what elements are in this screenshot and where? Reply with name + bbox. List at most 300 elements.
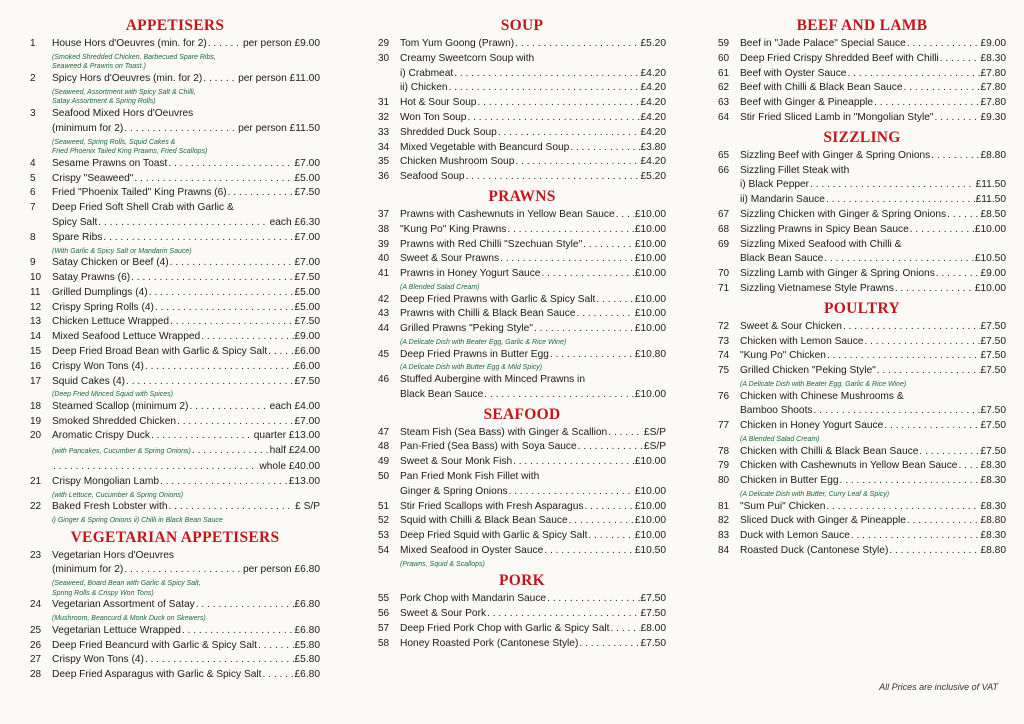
item-number: 83 [718, 530, 730, 542]
item-name: Grilled Dumplings (4) [52, 286, 148, 298]
item-line [740, 320, 1006, 335]
item-line [400, 252, 666, 267]
dot-leader [449, 81, 640, 96]
item-name: Crispy Won Tons (4) [52, 654, 144, 666]
item-price: £11.50 [975, 194, 1006, 206]
item-line [400, 238, 666, 253]
item-price: £8.30 [980, 500, 1006, 512]
item-price: whole £40.00 [259, 461, 320, 473]
menu-item [378, 514, 666, 529]
item-number: 80 [718, 475, 730, 487]
item-price: per person £11.50 [238, 122, 320, 134]
menu-item [718, 149, 1006, 164]
dot-leader [583, 238, 634, 253]
item-name: Squid Cakes (4) [52, 375, 126, 387]
dot-leader [124, 563, 242, 578]
item-price: £10.00 [634, 208, 666, 220]
item-line [400, 388, 666, 403]
item-note: (A Blended Salad Cream) [740, 435, 820, 443]
item-price: £4.20 [640, 67, 666, 79]
item-name: Stir Fried Scallops with Fresh Asparagus [400, 500, 584, 512]
menu-item [30, 400, 320, 415]
item-note: (A Delicate Dish with Beater Egg, Garlic & Rice Wine) [400, 338, 567, 346]
item-line [52, 429, 320, 444]
item-name: Black Bean Sauce [400, 388, 484, 400]
item-line [52, 231, 320, 246]
menu-item [718, 500, 1006, 515]
item-name: Ginger & Spring Onions [400, 485, 508, 497]
section-title: SEAFOOD [483, 405, 561, 423]
item-name: Spare Ribs [52, 231, 103, 243]
dot-leader [169, 500, 295, 515]
dot-leader [477, 96, 639, 111]
item-number: 24 [30, 599, 42, 611]
item-name: Crispy Won Tons (4) [52, 360, 144, 372]
item-number: 13 [30, 316, 42, 328]
item-line [52, 639, 320, 654]
menu-item [378, 170, 666, 185]
item-number: 71 [718, 282, 730, 294]
item-number: 74 [718, 350, 730, 362]
item-number: 35 [378, 156, 390, 168]
item-name: Prawns in Honey Yogurt Sauce [400, 268, 541, 280]
item-number: 45 [378, 348, 390, 360]
item-line [400, 67, 666, 82]
item-line [52, 500, 320, 515]
item-line [52, 186, 320, 201]
item-number: 34 [378, 141, 390, 153]
dot-leader [103, 231, 293, 246]
dot-leader [160, 475, 288, 490]
item-line [400, 426, 666, 441]
item-number: 23 [30, 549, 42, 561]
item-line [52, 37, 320, 52]
dot-leader [134, 172, 293, 187]
menu-item [718, 474, 1006, 499]
menu-item [30, 107, 320, 157]
menu-column-left [30, 14, 320, 683]
item-name: Prawns with Red Chilli "Szechuan Style" [400, 238, 583, 250]
item-number: 78 [718, 445, 730, 457]
dot-leader [810, 178, 975, 193]
item-line [400, 223, 666, 238]
item-number: 29 [378, 38, 390, 49]
dot-leader [577, 307, 634, 322]
item-number: 32 [378, 111, 390, 123]
item-line [740, 514, 1006, 529]
dot-leader [889, 544, 979, 559]
item-note: (Smoked Shredded Chicken, Barbecued Spare Ribs, [52, 53, 216, 61]
menu-item [30, 72, 320, 107]
item-name: Chicken in Honey Yogurt Sauce [740, 420, 884, 432]
dot-leader [584, 500, 633, 515]
item-number: 36 [378, 171, 390, 183]
dot-leader [826, 193, 975, 208]
item-name: Mixed Seafood Lettuce Wrapped [52, 331, 201, 343]
item-number: 56 [378, 608, 390, 620]
item-number: 66 [718, 164, 730, 176]
item-price: £9.30 [980, 111, 1006, 123]
menu-item [718, 67, 1006, 82]
item-price: £7.50 [640, 593, 666, 605]
dot-leader [124, 122, 237, 137]
menu-item [30, 201, 320, 231]
menu-item [378, 111, 666, 126]
item-line [740, 364, 1006, 379]
item-number: 39 [378, 238, 390, 250]
menu-item [718, 320, 1006, 335]
dot-leader [515, 37, 639, 52]
item-line [740, 252, 1006, 267]
item-price: quarter £13.00 [253, 430, 320, 442]
menu-item [30, 639, 320, 654]
item-name: Roasted Duck (Cantonese Style) [740, 544, 889, 556]
item-number: 4 [30, 157, 36, 169]
menu-section [718, 16, 1006, 126]
item-price: £7.80 [980, 67, 1006, 79]
item-name: Prawns with Cashewnuts in Yellow Bean Sauce [400, 208, 615, 220]
item-name: Prawns with Chilli & Black Bean Sauce [400, 308, 576, 320]
item-price: £4.20 [640, 126, 666, 138]
dot-leader [826, 500, 979, 515]
item-price: £7.50 [980, 320, 1006, 332]
item-number: 49 [378, 456, 390, 468]
item-name: Duck with Lemon Sauce [740, 530, 850, 542]
dot-leader [824, 252, 974, 267]
menu-item [718, 238, 1006, 268]
item-line [740, 96, 1006, 111]
menu-item [378, 307, 666, 322]
item-note: (Deep Fried Minced Squid with Spices) [52, 391, 173, 399]
dot-leader [570, 141, 639, 156]
item-price: £7.00 [294, 257, 320, 269]
dot-leader [895, 282, 974, 297]
item-name: Seafood Soup [400, 171, 465, 183]
item-name: Black Bean Sauce [740, 253, 824, 265]
dot-leader [454, 67, 639, 82]
dot-leader [616, 208, 634, 223]
item-price: £8.30 [980, 530, 1006, 542]
item-number: 10 [30, 271, 42, 283]
dot-leader [534, 322, 634, 337]
item-name: Chicken in Butter Egg [740, 475, 839, 487]
item-number: 17 [30, 375, 42, 387]
menu-item [718, 52, 1006, 67]
item-name: Sizzling Beef with Ginger & Spring Onions [740, 149, 931, 161]
item-number: 67 [718, 208, 730, 220]
dot-leader [263, 668, 294, 683]
dot-leader [874, 96, 979, 111]
dot-leader [547, 592, 639, 607]
item-number: 14 [30, 331, 42, 343]
item-price: £10.00 [634, 530, 666, 542]
item-name: "Sum Pui" Chicken [740, 500, 826, 512]
item-line [52, 624, 320, 639]
dot-leader [203, 72, 237, 87]
item-number: 33 [378, 126, 390, 138]
menu-item [718, 390, 1006, 420]
item-line [400, 81, 666, 96]
dot-leader [487, 607, 639, 622]
item-price: £7.00 [294, 157, 320, 169]
item-price: £ S/P [295, 501, 320, 513]
menu-item [378, 252, 666, 267]
menu-item [378, 96, 666, 111]
menu-item [378, 37, 666, 52]
dot-leader [170, 256, 294, 271]
item-price: £8.00 [640, 622, 666, 634]
item-name: Sizzling Lamb with Ginger & Spring Onions [740, 268, 935, 280]
item-number: 82 [718, 515, 730, 527]
dot-leader [843, 320, 980, 335]
item-name: Chicken with Cashewnuts in Yellow Bean Sauce [740, 460, 958, 472]
menu-section [378, 187, 666, 403]
item-line [400, 267, 666, 282]
item-name: Creamy Sweetcorn Soup with [400, 52, 535, 64]
item-line [400, 170, 666, 185]
item-name: Vegetarian Hors d'Oeuvres [52, 549, 174, 561]
item-number: 51 [378, 500, 390, 512]
menu-item [718, 514, 1006, 529]
dot-leader [155, 301, 294, 316]
item-name: Chicken with Lemon Sauce [740, 335, 864, 347]
item-price: per person £11.00 [238, 72, 320, 84]
item-note: (Seaweed, Assortment with Spicy Salt & Chilli, [52, 88, 196, 96]
menu-section [378, 571, 666, 651]
item-line [52, 72, 320, 87]
dot-leader [588, 529, 633, 544]
item-name: Beef with Chilli & Black Bean Sauce [740, 82, 903, 94]
section-title: PORK [499, 572, 545, 590]
item-name: Seafood Mixed Hors d'Oeuvres [52, 107, 194, 119]
item-note: (A Delicate Dish with Butter, Curry Leaf & Spicy) [740, 490, 890, 498]
item-line [400, 141, 666, 156]
menu-item [30, 429, 320, 474]
item-line [52, 460, 320, 475]
dot-leader [145, 360, 294, 375]
item-price: £6.80 [294, 624, 320, 636]
item-price: £10.00 [634, 388, 666, 400]
dot-leader [208, 37, 242, 52]
item-price: per person £6.80 [242, 564, 320, 576]
menu-item [378, 637, 666, 652]
section-title: VEGETARIAN APPETISERS [70, 528, 280, 546]
item-line [400, 111, 666, 126]
dot-leader [569, 514, 634, 529]
menu-column-middle [378, 14, 666, 651]
section-title: BEEF AND LAMB [796, 17, 928, 34]
item-number: 27 [30, 654, 42, 666]
item-line [740, 149, 1006, 164]
menu-item [378, 440, 666, 455]
item-price: £10.00 [634, 323, 666, 335]
item-name: Deep Fried Pork Chop with Garlic & Spicy Salt [400, 622, 610, 634]
dot-leader [498, 126, 640, 141]
menu-item [30, 598, 320, 623]
item-line [52, 400, 320, 415]
menu-section [30, 16, 320, 526]
item-price: £10.00 [634, 308, 666, 320]
item-line [52, 598, 320, 613]
item-number: 20 [30, 430, 42, 442]
item-name: Spicy Hors d'Oeuvres (min. for 2) [52, 72, 203, 84]
item-line [52, 360, 320, 375]
item-name: "Kung Po" King Prawns [400, 223, 507, 235]
dot-leader [919, 445, 979, 460]
menu-item [718, 544, 1006, 559]
dot-leader [904, 81, 980, 96]
item-name: Deep Fried Prawns in Butter Egg [400, 348, 549, 360]
item-price: £7.50 [980, 335, 1006, 347]
dot-leader [131, 271, 293, 286]
item-line [400, 500, 666, 515]
item-line [740, 223, 1006, 238]
item-name: "Kung Po" Chicken [740, 350, 826, 362]
item-number: 46 [378, 373, 390, 385]
menu-item [718, 96, 1006, 111]
item-line [52, 301, 320, 316]
item-number: 7 [30, 202, 36, 214]
item-name: Deep Fried Broad Bean with Garlic & Spicy Salt [52, 345, 268, 357]
item-note: (Seaweed, Board Bean with Garlic & Spicy Salt, [52, 580, 201, 588]
dot-leader [513, 455, 634, 470]
item-line [400, 622, 666, 637]
item-line [400, 37, 666, 52]
item-line [740, 178, 1006, 193]
section-title: PRAWNS [488, 187, 556, 205]
item-line [52, 415, 320, 430]
item-price: £10.00 [634, 485, 666, 497]
menu-item [378, 52, 666, 96]
item-price: £S/P [643, 426, 666, 438]
item-line [740, 500, 1006, 515]
item-price: £8.50 [980, 208, 1006, 220]
item-line [740, 193, 1006, 208]
item-line [52, 345, 320, 360]
dot-leader [98, 216, 268, 231]
item-line [400, 637, 666, 652]
item-number: 62 [718, 82, 730, 94]
item-name: Tom Yum Goong (Prawn) [400, 38, 515, 49]
item-note: (With Garlic & Spicy Salt or Mandarin Sauce) [52, 247, 192, 255]
item-line [740, 459, 1006, 474]
item-number: 18 [30, 400, 42, 412]
item-number: 58 [378, 637, 390, 649]
item-number: 5 [30, 172, 36, 184]
item-name: Sweet & Sour Chicken [740, 320, 842, 332]
item-line [740, 419, 1006, 434]
item-number: 81 [718, 500, 730, 512]
item-price: £6.80 [294, 599, 320, 611]
item-price: £7.50 [294, 187, 320, 199]
item-price: £4.20 [640, 97, 666, 109]
item-line [740, 111, 1006, 126]
item-price: £7.50 [640, 608, 666, 620]
dot-leader [935, 111, 980, 126]
item-name: Honey Roasted Pork (Cantonese Style) [400, 637, 579, 649]
item-number: 47 [378, 426, 390, 438]
item-price: £7.50 [294, 375, 320, 387]
item-line [740, 445, 1006, 460]
dot-leader [931, 149, 979, 164]
dot-leader [884, 419, 979, 434]
dot-leader [182, 624, 294, 639]
item-number: 21 [30, 475, 42, 487]
item-price: £4.20 [640, 111, 666, 123]
menu-item [30, 415, 320, 430]
menu-item [30, 231, 320, 256]
dot-leader [228, 186, 294, 201]
item-number: 61 [718, 67, 730, 79]
item-price: £5.80 [294, 654, 320, 666]
item-line [52, 563, 320, 578]
menu-item [30, 315, 320, 330]
item-line [52, 444, 320, 460]
item-line [740, 349, 1006, 364]
section-title: APPETISERS [125, 17, 225, 34]
item-name: Beef with Ginger & Pineapple [740, 97, 874, 109]
menu-item [30, 653, 320, 668]
item-note: Satay Assortment & Spring Rolls) [52, 98, 156, 106]
dot-leader [467, 111, 639, 126]
item-name: ii) Mandarin Sauce [740, 194, 825, 206]
item-line [400, 455, 666, 470]
item-number: 60 [718, 52, 730, 64]
item-line [740, 474, 1006, 489]
menu-item [30, 256, 320, 271]
menu-item [718, 164, 1006, 208]
item-price: per person £9.00 [242, 38, 320, 49]
dot-leader [579, 637, 639, 652]
item-name: Crispy "Seaweed" [52, 172, 134, 184]
dot-leader [608, 426, 643, 441]
item-price: £10.00 [634, 456, 666, 468]
item-number: 8 [30, 231, 36, 243]
item-note: (with Pancakes, Cucumber & Spring Onions) [52, 448, 191, 456]
menu-item [378, 500, 666, 515]
item-number: 84 [718, 544, 730, 556]
item-line [52, 475, 320, 490]
item-price: £6.80 [294, 669, 320, 681]
item-note: Seaweed & Prawns on Toast.) [52, 63, 146, 71]
item-name: Sweet & Sour Monk Fish [400, 456, 513, 468]
item-name: Stuffed Aubergine with Minced Prawns in [400, 373, 585, 385]
menu-section [718, 299, 1006, 559]
menu-item [718, 223, 1006, 238]
item-line [740, 67, 1006, 82]
item-line [400, 208, 666, 223]
item-price: £10.00 [634, 223, 666, 235]
item-number: 9 [30, 257, 36, 269]
item-price: £11.50 [975, 179, 1006, 191]
item-line [52, 668, 320, 683]
item-name: Beef in "Jade Palace" Special Sauce [740, 38, 906, 49]
menu-item [378, 592, 666, 607]
item-price: £5.80 [294, 639, 320, 651]
item-price: £10.00 [974, 223, 1006, 235]
item-name: Sweet & Sour Pork [400, 608, 487, 620]
menu-item [378, 155, 666, 170]
item-price: £8.80 [980, 149, 1006, 161]
item-line [400, 592, 666, 607]
menu-item [378, 322, 666, 347]
item-number: 64 [718, 111, 730, 123]
dot-leader [907, 37, 980, 52]
item-name: Shredded Duck Soup [400, 126, 497, 138]
item-line [52, 375, 320, 390]
menu-item [378, 293, 666, 308]
dot-leader [827, 349, 980, 364]
